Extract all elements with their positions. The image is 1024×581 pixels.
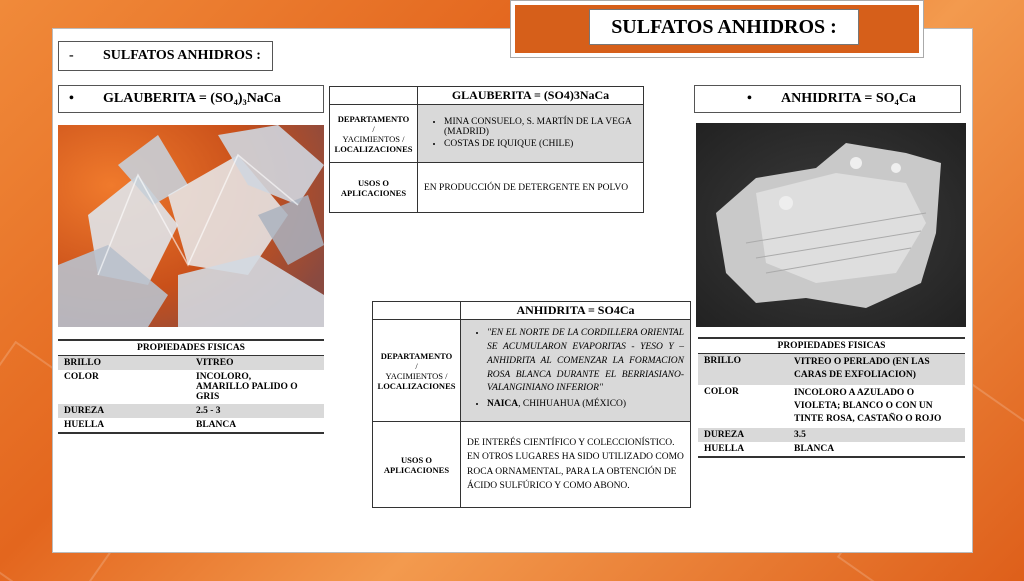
section-heading-text: SULFATOS ANHIDROS : bbox=[103, 48, 261, 63]
label-line: LOCALIZACIONES bbox=[334, 143, 413, 154]
anhidrita-label bbox=[694, 85, 961, 113]
prop-key: BRILLO bbox=[698, 354, 788, 385]
table-row bbox=[58, 418, 324, 433]
prop-value: VITREO bbox=[190, 356, 324, 370]
naica-bold: NAICA bbox=[487, 399, 519, 410]
title-banner-fill bbox=[515, 5, 919, 53]
anhidrita-props bbox=[698, 337, 965, 458]
table-row bbox=[58, 404, 324, 418]
slide-title: SULFATOS ANHIDROS : bbox=[589, 9, 859, 45]
prop-key: HUELLA bbox=[698, 442, 788, 457]
table-row bbox=[698, 354, 965, 385]
glauberita-props bbox=[58, 339, 324, 434]
anhidrita-props-table bbox=[698, 354, 965, 458]
anhidrita-props-title: PROPIEDADES FISICAS bbox=[698, 337, 965, 354]
glauberita-table-header: GLAUBERITA = (SO4)3NaCa bbox=[418, 87, 644, 105]
anhidrita-info-table bbox=[372, 301, 691, 508]
label-line: APLICACIONES bbox=[383, 464, 450, 475]
anhidrita-uses-label bbox=[373, 422, 461, 508]
anhidrita-table-header: ANHIDRITA = SO4Ca bbox=[461, 302, 691, 320]
table-row bbox=[58, 370, 324, 404]
prop-value: 3.5 bbox=[788, 428, 965, 442]
glauberita-uses-label bbox=[330, 163, 418, 213]
label-line: LOCALIZACIONES bbox=[377, 380, 456, 391]
glauberita-loc-value bbox=[418, 105, 644, 163]
prop-key: DUREZA bbox=[698, 428, 788, 442]
prop-key: HUELLA bbox=[58, 418, 190, 433]
label-line: / bbox=[372, 123, 375, 134]
glauberita-loc-label bbox=[330, 105, 418, 163]
prop-key: COLOR bbox=[64, 372, 99, 382]
prop-value: VITREO O PERLADO (EN LAS CARAS DE EXFOLIACION) bbox=[788, 354, 965, 385]
glauberita-photo bbox=[58, 125, 324, 327]
label-line: USOS O bbox=[358, 177, 389, 188]
glauberita-crystal-image bbox=[58, 125, 324, 327]
label-line: YACIMIENTOS / bbox=[385, 370, 448, 381]
list-item: • "EN EL NORTE DE LA CORDILLERA ORIENTAL SE ACUMULARON EVAPORITAS - YESO Y –ANHIDRITA AL COMENZAR LA FORMACION ROSA BLANCA DURANTE EL BERRIASIANO-VALANGINIANO INFERIOR" bbox=[487, 327, 684, 396]
list-item bbox=[487, 398, 684, 412]
label-line: DEPARTAMENTO bbox=[337, 113, 410, 124]
anhidrita-mineral-image bbox=[696, 123, 966, 327]
table-row bbox=[58, 356, 324, 370]
glauberita-props-title: PROPIEDADES FISICAS bbox=[58, 339, 324, 356]
prop-key: BRILLO bbox=[58, 356, 190, 370]
section-heading bbox=[58, 41, 273, 71]
prop-value: BLANCA bbox=[190, 418, 324, 433]
table-header-spacer bbox=[330, 87, 418, 105]
glauberita-info-table bbox=[329, 86, 644, 213]
anhidrita-uses-value: DE INTERÉS CIENTÍFICO Y COLECCIONÍSTICO. EN OTROS LUGARES HA SIDO UTILIZADO COMO ROCA ORNAMENTAL, PARA LA OBTENCIÓN DE ÁCIDO SULFÚRICO Y COMO ABONO. bbox=[461, 422, 691, 508]
bullet-icon: • bbox=[747, 91, 752, 106]
glauberita-props-table bbox=[58, 356, 324, 434]
anhidrita-photo bbox=[696, 123, 966, 327]
title-banner bbox=[510, 0, 924, 58]
list-item: • COSTAS DE IQUIQUE (CHILE) bbox=[444, 139, 637, 149]
list-item: • MINA CONSUELO, S. MARTÍN DE LA VEGA (MADRID) bbox=[444, 117, 637, 137]
anhidrita-loc-value bbox=[461, 320, 691, 422]
label-line: DEPARTAMENTO bbox=[380, 350, 453, 361]
table-row bbox=[698, 385, 965, 429]
bullet-icon: • bbox=[69, 91, 74, 106]
anhidrita-label-text: ANHIDRITA = SO₄Ca bbox=[781, 91, 916, 106]
naica-rest: , CHIHUAHUA (MÉXICO) bbox=[518, 399, 627, 410]
prop-value: INCOLORO A AZULADO O VIOLETA; BLANCO O CON UN TINTE ROSA, CASTAÑO O ROJO bbox=[794, 387, 942, 425]
label-line: USOS O bbox=[401, 454, 432, 465]
prop-value: BLANCA bbox=[788, 442, 965, 457]
section-heading-dash: - bbox=[69, 48, 74, 63]
table-row bbox=[698, 428, 965, 442]
label-line: APLICACIONES bbox=[340, 187, 407, 198]
prop-value: INCOLORO, AMARILLO PALIDO O GRIS bbox=[196, 372, 301, 402]
label-line: / bbox=[415, 360, 418, 371]
prop-key: COLOR bbox=[704, 386, 739, 397]
glauberita-label bbox=[58, 85, 324, 113]
glauberita-uses-value: EN PRODUCCIÓN DE DETERGENTE EN POLVO bbox=[418, 163, 644, 213]
anhidrita-loc-label bbox=[373, 320, 461, 422]
prop-value: 2.5 - 3 bbox=[190, 404, 324, 418]
table-row bbox=[698, 442, 965, 457]
glauberita-label-text: GLAUBERITA = (SO₄)₃NaCa bbox=[103, 91, 281, 106]
table-header-spacer bbox=[373, 302, 461, 320]
label-line: YACIMIENTOS / bbox=[342, 133, 405, 144]
prop-key: DUREZA bbox=[58, 404, 190, 418]
